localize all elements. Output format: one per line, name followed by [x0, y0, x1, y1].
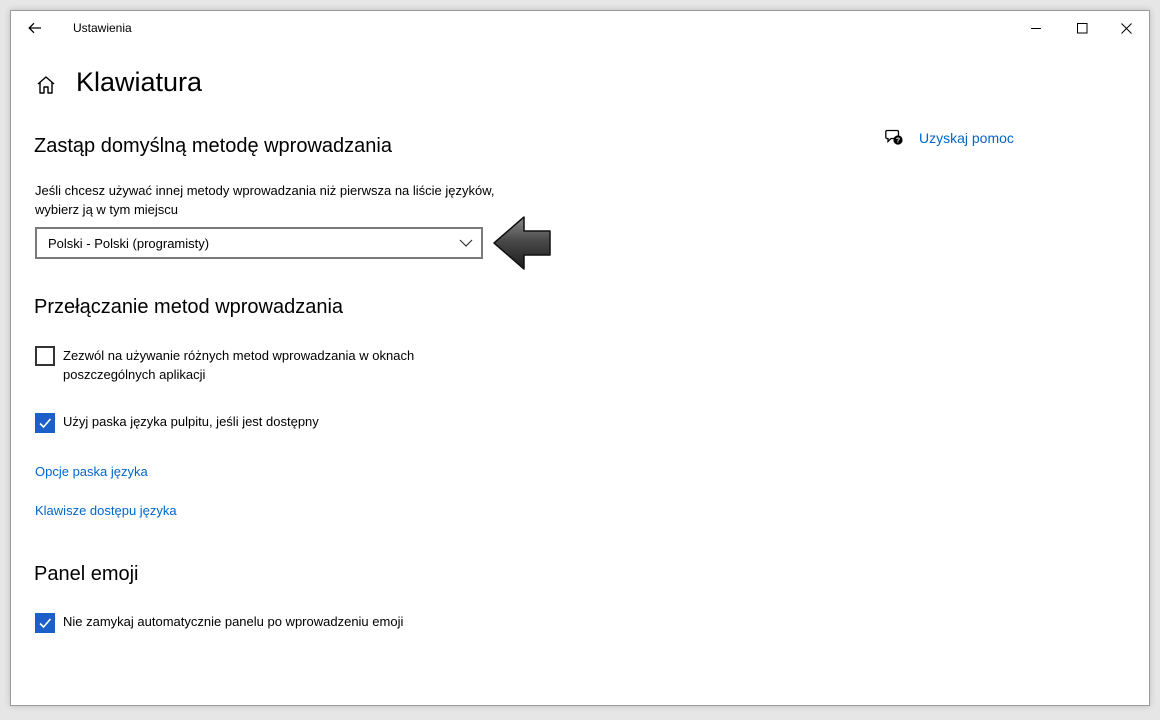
svg-text:?: ?: [895, 137, 901, 145]
back-arrow-icon: [28, 22, 42, 34]
chat-help-icon: [885, 129, 904, 146]
settings-window: [10, 10, 1150, 706]
back-button[interactable]: [21, 15, 49, 41]
checkmark-icon: [38, 616, 52, 630]
maximize-icon: [1077, 23, 1088, 34]
input-method-description: Jeśli chcesz używać innej metody wprowadzania niż pierwsza na liście języków, wybierz ją w tym miejscu: [35, 183, 495, 217]
per-app-input-checkbox[interactable]: [35, 346, 55, 366]
pointer-arrow-icon: [491, 214, 555, 272]
section-heading-switching: Przełączanie metod wprowadzania: [34, 296, 344, 318]
minimize-button[interactable]: [1013, 11, 1059, 45]
emoji-keep-open-checkbox[interactable]: [35, 613, 55, 633]
get-help-link[interactable]: [885, 129, 1014, 146]
chevron-down-icon: [459, 237, 473, 249]
section-heading-input-method: Zastąp domyślną metodę wprowadzania: [34, 135, 392, 157]
title-bar: [11, 11, 1149, 45]
section-heading-emoji: Panel emoji: [34, 563, 139, 585]
close-button[interactable]: [1103, 11, 1149, 45]
emoji-keep-open-label: Nie zamykaj automatycznie panelu po wprowadzeniu emoji: [63, 614, 404, 629]
per-app-input-label: Zezwól na używanie różnych metod wprowadzania w oknach poszczególnych aplikacji: [63, 348, 415, 382]
get-help-label: Uzyskaj pomoc: [919, 129, 1014, 146]
language-bar-options-link[interactable]: Opcje paska języka: [35, 464, 148, 479]
home-button[interactable]: [35, 74, 57, 96]
home-icon: [35, 74, 57, 96]
language-hotkeys-link[interactable]: Klawisze dostępu języka: [35, 503, 177, 518]
language-bar-checkbox[interactable]: [35, 413, 55, 433]
checkmark-icon: [38, 416, 52, 430]
close-icon: [1121, 23, 1132, 34]
window-title: Ustawienia: [73, 21, 132, 35]
maximize-button[interactable]: [1059, 11, 1105, 45]
input-method-dropdown[interactable]: [35, 227, 483, 259]
language-bar-label: Użyj paska języka pulpitu, jeśli jest dostępny: [63, 414, 319, 429]
minimize-icon: [1031, 23, 1042, 34]
page-title: Klawiatura: [76, 67, 203, 97]
input-method-selected-value: Polski - Polski (programisty): [48, 236, 210, 251]
